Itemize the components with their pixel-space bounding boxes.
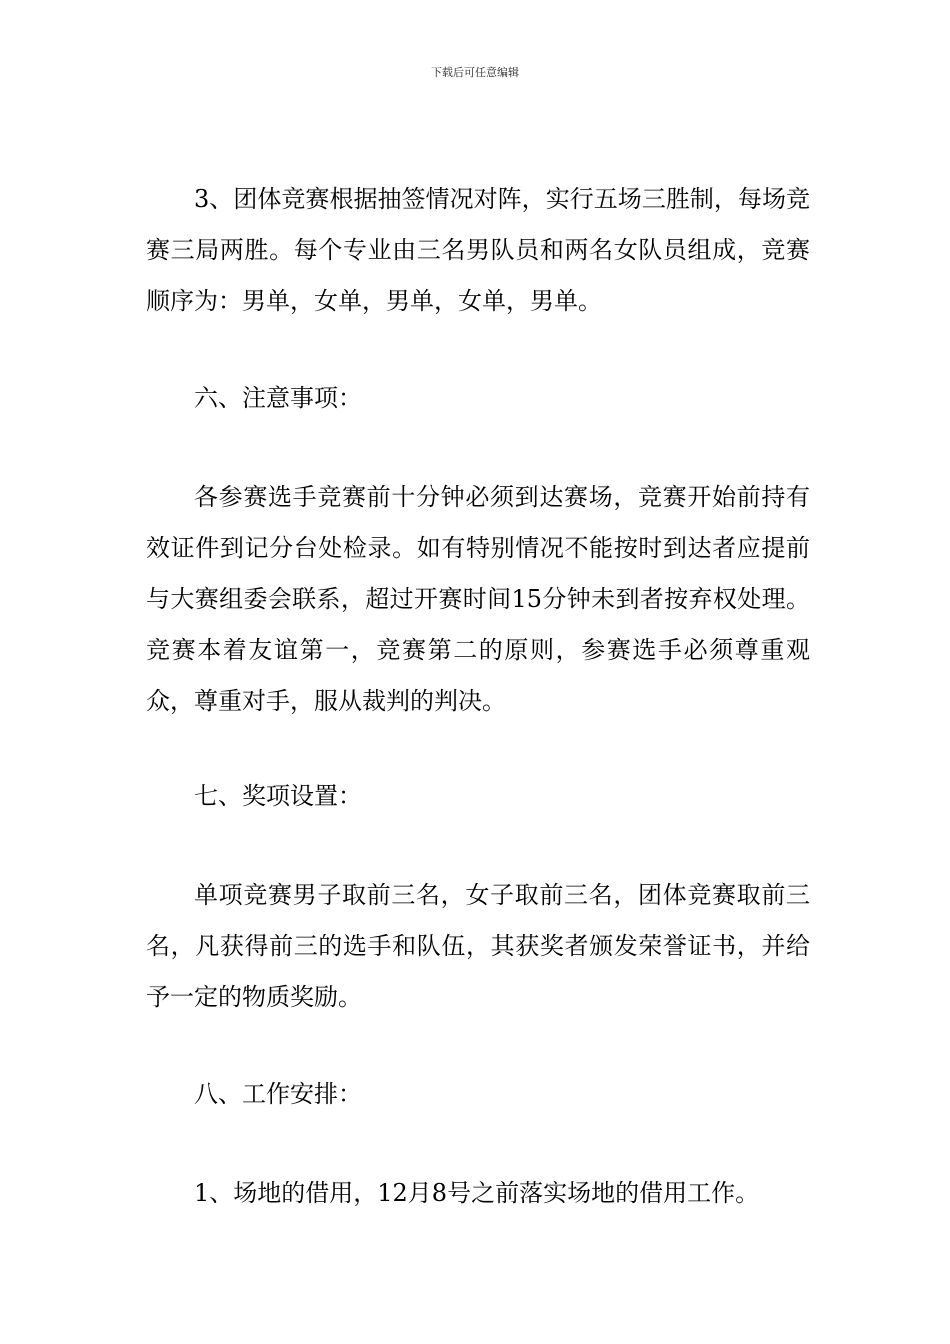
- paragraph-venue-booking: 1、场地的借用，12月8号之前落实场地的借用工作。: [194, 1179, 760, 1207]
- paragraph-awards: 单项竞赛男子取前三名，女子取前三名，团体竞赛取前三名，凡获得前三的选手和队伍，其获奖者颁发荣誉证书，并给予一定的物质奖励。: [146, 881, 810, 1011]
- section-heading-work-arrangement: 八、工作安排：: [194, 1080, 362, 1108]
- section-heading-notes: 六、注意事项：: [194, 384, 362, 412]
- page-header-note: 下载后可任意编辑: [431, 66, 519, 79]
- section-heading-awards: 七、奖项设置：: [194, 782, 362, 810]
- paragraph-team-competition-rules: 3、团体竞赛根据抽签情况对阵，实行五场三胜制，每场竞赛三局两胜。每个专业由三名男队员和两名女队员组成，竞赛顺序为：男单，女单，男单，女单，男单。: [146, 185, 810, 315]
- paragraph-notes: 各参赛选手竞赛前十分钟必须到达赛场，竞赛开始前持有效证件到记分台处检录。如有特别情况不能按时到达者应提前与大赛组委会联系，超过开赛时间15分钟未到者按弃权处理。竞赛本着友谊第一，竞赛第二的原则，参赛选手必须尊重观众，尊重对手，服从裁判的判决。: [146, 483, 810, 715]
